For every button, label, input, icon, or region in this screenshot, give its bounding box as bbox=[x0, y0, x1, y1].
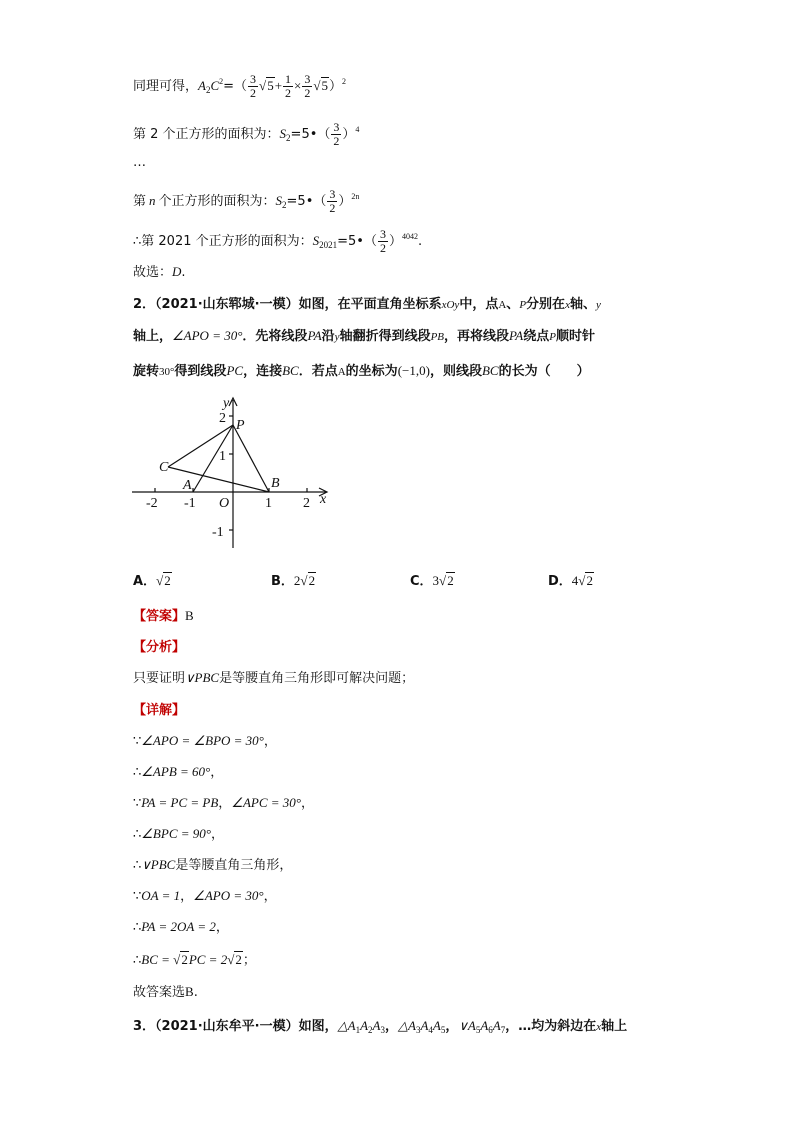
derivation-line-2: 第 2 个正方形的面积为：$S_2=5•$（ $\frac{3}{2}$ ）$^4$ bbox=[133, 120, 360, 148]
step-8: ∴BC = √2PC = 2√2； bbox=[133, 952, 256, 968]
ellipsis-line: … bbox=[133, 155, 146, 170]
segment-PB bbox=[233, 425, 269, 492]
step-4: ∴∠BPC = 90°， bbox=[133, 826, 224, 842]
tick-label-x-1: 1 bbox=[265, 496, 272, 511]
fraction: $\frac{3}{2}$ bbox=[333, 120, 340, 148]
fraction: $\frac{3}{2}$ bbox=[304, 72, 311, 100]
derivation-line-n: 第 n 个正方形的面积为：$S_2=5•$（ $\frac{3}{2}$ ）$^{2n}$ bbox=[133, 187, 360, 215]
step-5: ∴∨PBC是等腰直角三角形， bbox=[133, 857, 293, 873]
choice-line: 故选：D. bbox=[133, 264, 186, 280]
option-d[interactable]: D．4√2 bbox=[548, 573, 593, 589]
question-3-line-1: 3．（2021·山东牟平·一模）如图，$\triangle A_1A_2A_3$，$\triangle A_3A_4A_5$，$\vee A_5A_6A_7$，…均为斜边在x轴上 bbox=[133, 1018, 628, 1035]
answer-line: 【答案】B bbox=[133, 608, 194, 624]
analysis-text: 只要证明∨PBC是等腰直角三角形即可解决问题； bbox=[133, 670, 415, 686]
tick-label-y-neg1: -1 bbox=[212, 525, 224, 540]
fraction: $\frac{1}{2}$ bbox=[285, 72, 292, 100]
option-a[interactable]: A．√2 bbox=[133, 573, 171, 589]
point-label-B: B bbox=[271, 476, 280, 491]
tick-label-x-neg2: -2 bbox=[146, 496, 158, 511]
step-6: ∵OA = 1，∠APO = 30°， bbox=[133, 888, 277, 904]
derivation-line-1: 同理可得，$A_2C^2=$（ $\frac{3}{2}$ √5+ $\frac{1}{2}$ × $\frac{3}{2}$ √5）$^2$ bbox=[133, 72, 347, 100]
question-2-line-2: 轴上，∠APO = 30°．先将线段PA沿y轴翻折得到线段PB，再将线段PA绕点P顺时针 bbox=[133, 328, 596, 344]
conclusion-line: 故答案选B. bbox=[133, 984, 198, 1000]
derivation-line-2021: ∴第 2021 个正方形的面积为：$S_{2021}=5•$（ $\frac{3}{2}$ ）$^{4042}$. bbox=[133, 227, 423, 255]
fraction: $\frac{3}{2}$ bbox=[379, 227, 386, 255]
point-label-P: P bbox=[236, 418, 245, 433]
step-1: ∵∠APO = ∠BPO = 30°， bbox=[133, 733, 277, 749]
tick-label-x-2: 2 bbox=[303, 496, 310, 511]
detail-heading: 【详解】 bbox=[133, 703, 186, 718]
sqrt: √5 bbox=[313, 78, 329, 93]
question-2-line-3: 旋转30°得到线段PC，连接BC．若点A的坐标为(−1,0)，则线段BC的长为（ ） bbox=[133, 363, 590, 379]
step-7: ∴PA = 2OA = 2， bbox=[133, 919, 229, 935]
tick-label-y-1: 1 bbox=[219, 449, 226, 464]
step-3: ∵PA = PC = PB，∠APC = 30°， bbox=[133, 795, 315, 811]
question-2-line-1: 2．（2021·山东郓城·一模）如图，在平面直角坐标系xOy中，点A、P分别在x轴、y bbox=[133, 297, 601, 312]
analysis-heading: 【分析】 bbox=[133, 640, 186, 655]
step-2: ∴∠APB = 60°， bbox=[133, 764, 224, 780]
option-b[interactable]: B．2√2 bbox=[271, 573, 316, 589]
coordinate-figure bbox=[130, 393, 340, 553]
axis-label-x: x bbox=[320, 492, 327, 507]
tick-label-x-neg1: -1 bbox=[184, 496, 196, 511]
sqrt: √5 bbox=[259, 78, 274, 93]
point-label-A: A bbox=[183, 478, 192, 493]
tick-label-y-2: 2 bbox=[219, 411, 226, 426]
option-c[interactable]: C．3√2 bbox=[410, 573, 454, 589]
fraction: $\frac{3}{2}$ bbox=[329, 187, 336, 215]
axis-label-y: y bbox=[223, 396, 230, 411]
point-label-C: C bbox=[159, 460, 169, 475]
fraction: $\frac{3}{2}$ bbox=[250, 72, 257, 100]
origin-label-O: O bbox=[219, 496, 230, 511]
